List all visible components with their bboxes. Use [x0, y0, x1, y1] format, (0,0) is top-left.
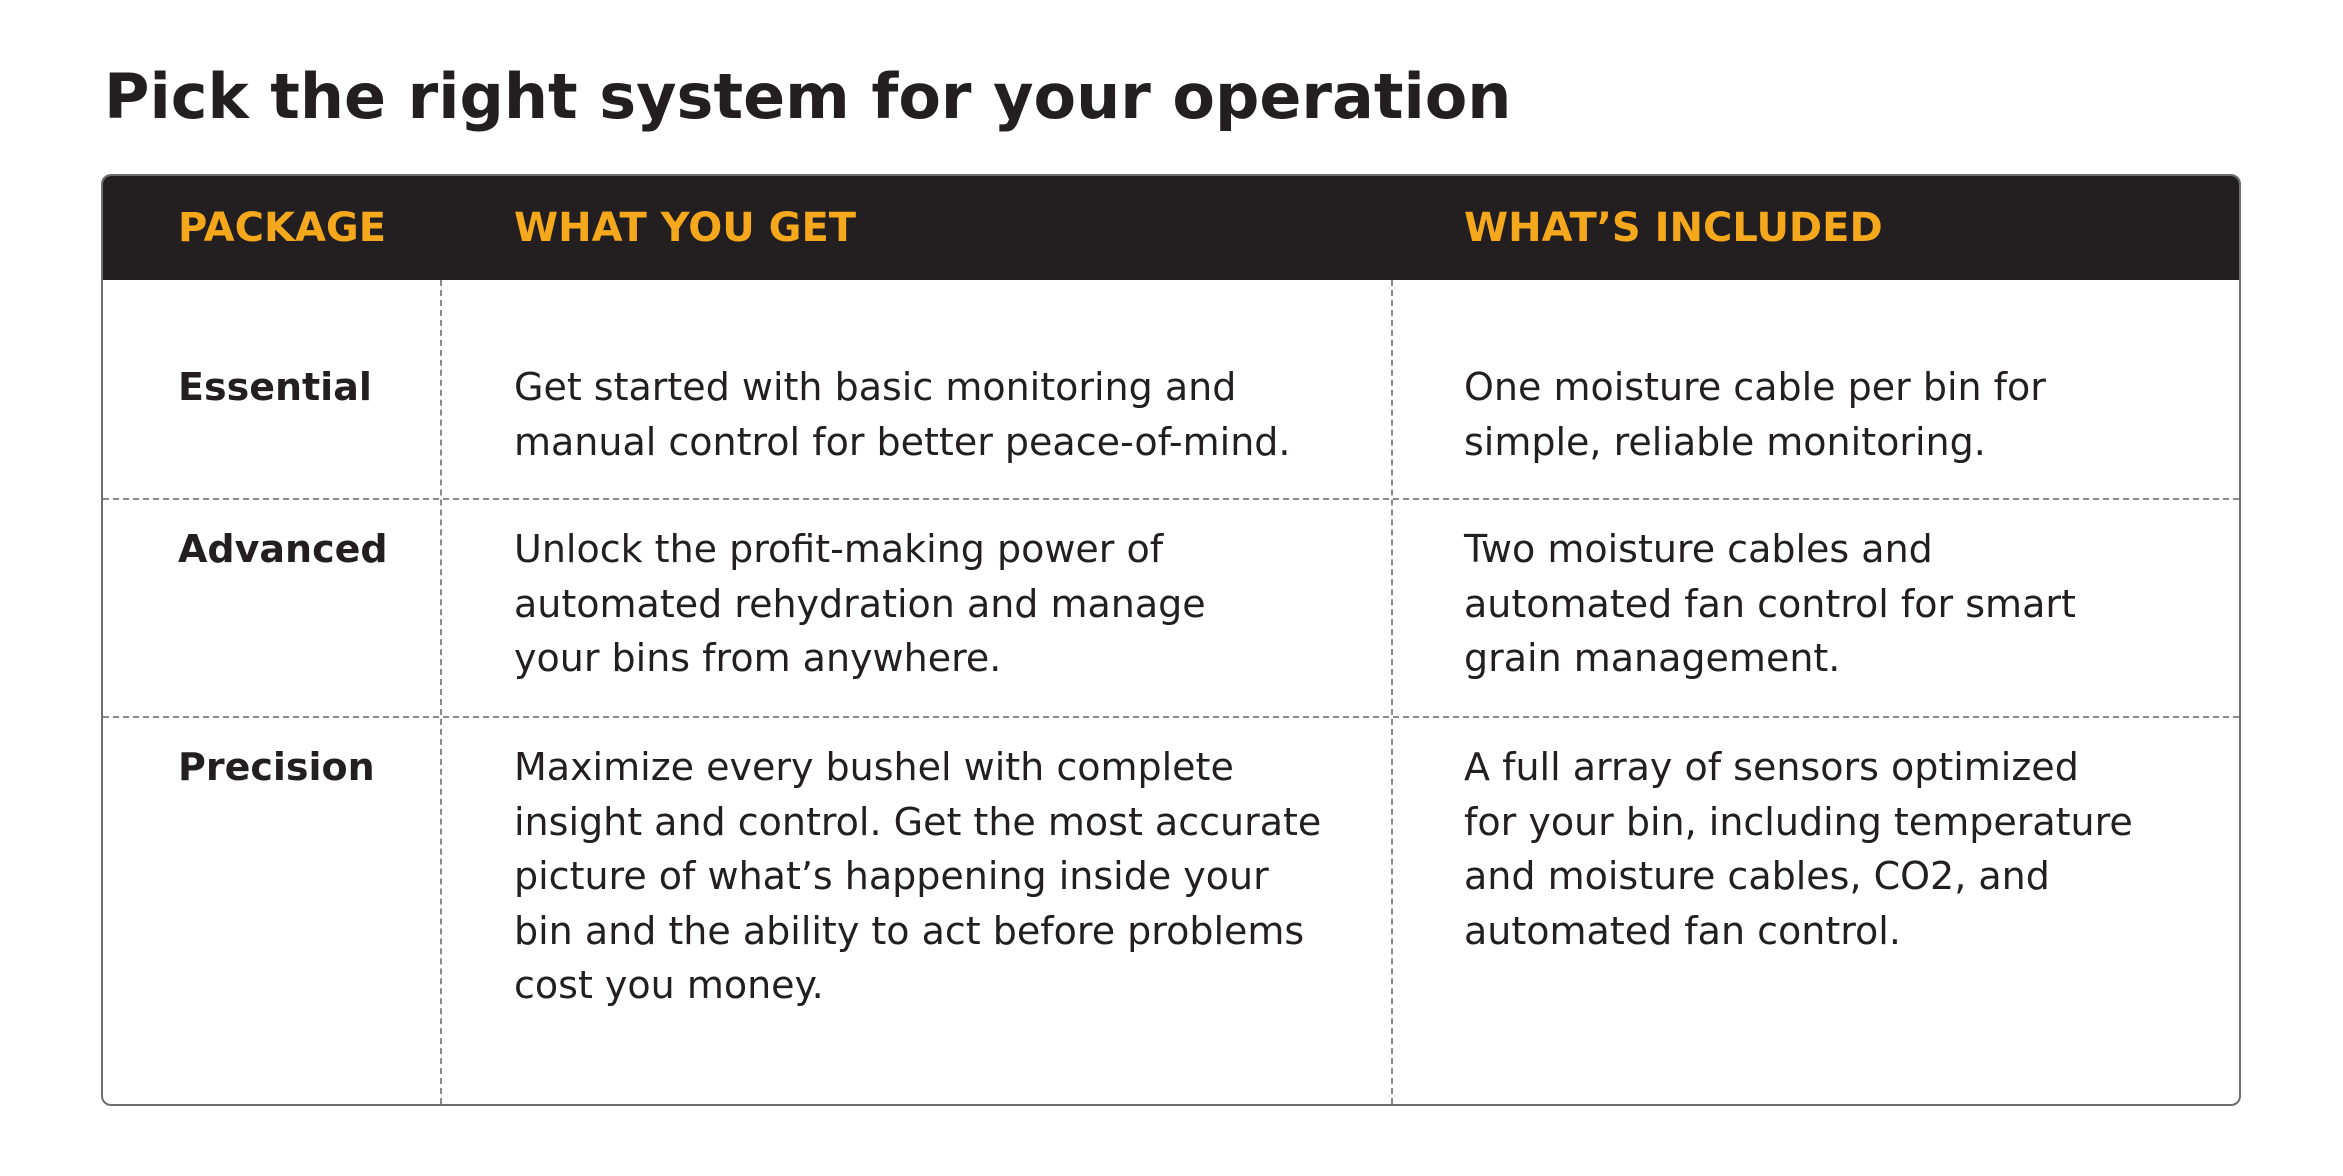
whats-included-cell: [1464, 522, 2224, 686]
text-line: Unlock the profit-making power of: [514, 527, 1164, 571]
text-line: picture of what’s happening inside your: [514, 854, 1269, 898]
row-divider: [103, 716, 2239, 718]
header-what-you-get: WHAT YOU GET: [514, 205, 857, 251]
whats-included-cell: [1464, 740, 2224, 958]
whats-included-cell: [1464, 360, 2224, 469]
text-line: and moisture cables, CO2, and: [1464, 854, 2050, 898]
text-line: manual control for better peace-of-mind.: [514, 419, 1291, 464]
package-name: Advanced: [178, 527, 388, 571]
header-package: PACKAGE: [178, 205, 387, 251]
text-line: bin and the ability to act before problems: [514, 908, 1305, 953]
text-line: automated fan control for smart: [1464, 581, 2076, 626]
text-line: insight and control. Get the most accurate: [514, 799, 1322, 844]
table-header-row: [103, 176, 2239, 280]
row-divider: [103, 498, 2239, 500]
package-comparison-table: [101, 174, 2241, 1106]
text-line: One moisture cable per bin for: [1464, 365, 2046, 409]
text-line: A full array of sensors optimized: [1464, 745, 2079, 789]
page-title: Pick the right system for your operation: [104, 60, 1512, 133]
text-line: Two moisture cables and: [1464, 527, 1933, 571]
what-you-get-cell: [514, 360, 1354, 469]
text-line: automated rehydration and manage: [514, 581, 1206, 626]
package-name: Essential: [178, 365, 372, 409]
text-line: for your bin, including temperature: [1464, 799, 2133, 844]
text-line: cost you money.: [514, 963, 824, 1007]
text-line: grain management.: [1464, 636, 1841, 680]
text-line: your bins from anywhere.: [514, 636, 1002, 680]
text-line: simple, reliable monitoring.: [1464, 419, 1986, 464]
text-line: Get started with basic monitoring and: [514, 365, 1237, 409]
column-divider: [1391, 280, 1393, 1104]
text-line: automated fan control.: [1464, 908, 1901, 953]
header-whats-included: WHAT’S INCLUDED: [1464, 205, 1883, 251]
package-name: Precision: [178, 745, 375, 789]
what-you-get-cell: [514, 740, 1354, 1013]
column-divider: [440, 280, 442, 1104]
text-line: Maximize every bushel with complete: [514, 745, 1234, 789]
what-you-get-cell: [514, 522, 1354, 686]
